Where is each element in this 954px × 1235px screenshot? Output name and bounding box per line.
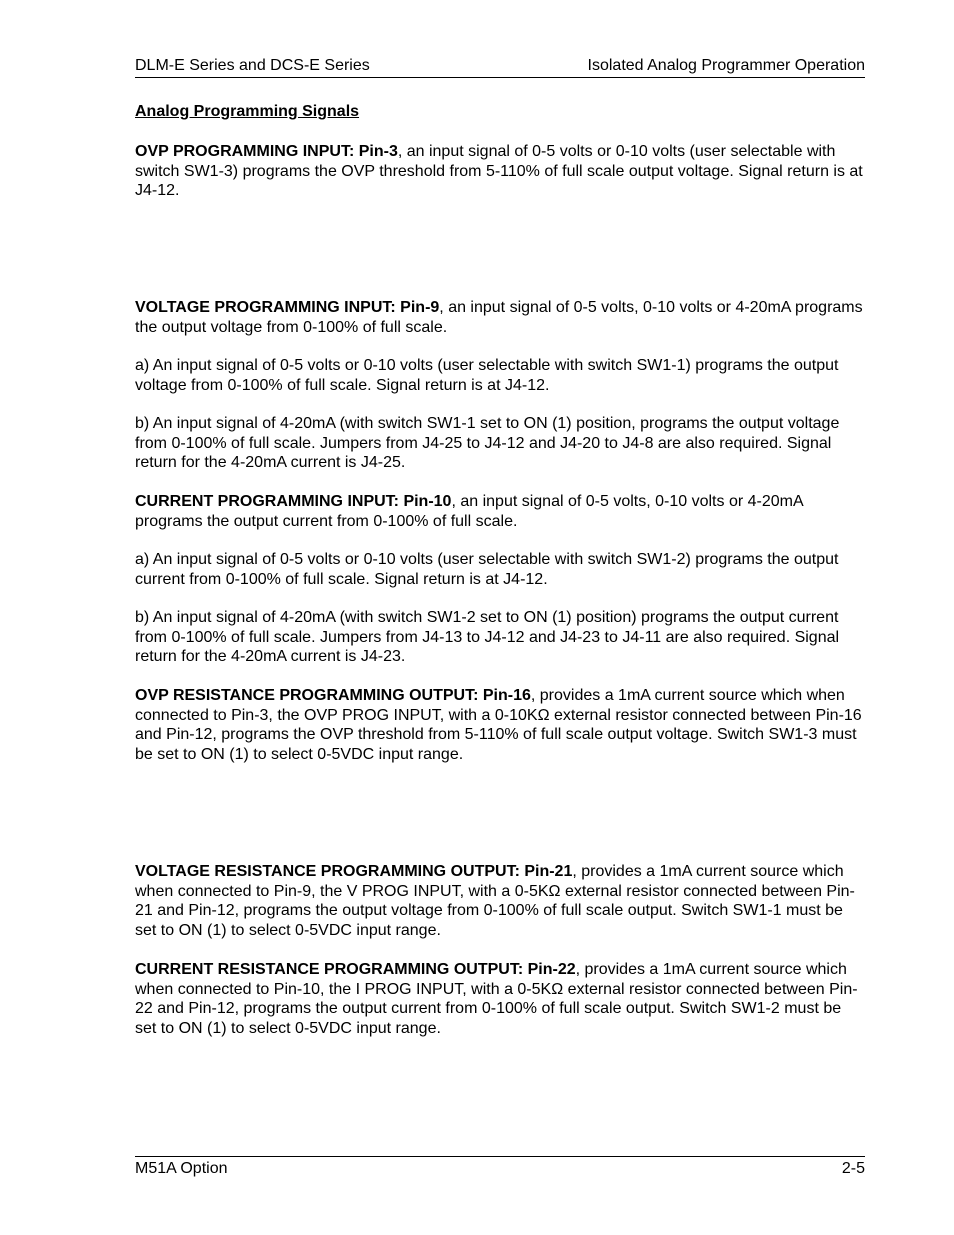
paragraph-voltage-input-b: b) An input signal of 4-20mA (with switch SW1-1 set to ON (1) position, programs the output voltage from 0-100% of full scale. Jumpers from J4-25 to J4-12 and J4-20 to J4-8 are also required. Signal return for the 4-20mA current is J4-25.	[135, 415, 840, 472]
paragraph-current-input-a: a) An input signal of 0-5 volts or 0-10 volts (user selectable with switch SW1-2) programs the output current from 0-100% of full scale. Signal return is at J4-12.	[135, 551, 839, 588]
paragraph-voltage-input: VOLTAGE PROGRAMMING INPUT: Pin-9, an input signal of 0-5 volts, 0-10 volts or 4-20mA programs the output voltage from 0-100% of full scale.	[135, 299, 863, 336]
page-number: 2-5	[841, 1160, 865, 1177]
paragraph-voltage-resistance-output: VOLTAGE RESISTANCE PROGRAMMING OUTPUT: Pin-21, provides a 1mA current source which when connected to Pin-9, the V PROG INPUT, with a 0-5KΩ external resistor connected between Pin-21 and Pin-12, programs the output voltage from 0-100% of full scale output. Switch SW1-1 must be set to ON (1) to select 0-5VDC input range.	[135, 863, 855, 939]
page-footer	[135, 1156, 865, 1179]
header-right: Isolated Analog Programmer Operation	[587, 57, 865, 74]
paragraph-current-resistance-output: CURRENT RESISTANCE PROGRAMMING OUTPUT: Pin-22, provides a 1mA current source which when connected to Pin-10, the I PROG INPUT, with a 0-5KΩ external resistor connected between Pin-22 and Pin-12, programs the output current from 0-100% of full scale output. Switch SW1-2 must be set to ON (1) to select 0-5VDC input range.	[135, 961, 858, 1037]
footer-left: M51A Option	[135, 1160, 228, 1177]
page-header	[135, 56, 865, 78]
section-title: Analog Programming Signals	[135, 103, 360, 120]
paragraph-current-input-b: b) An input signal of 4-20mA (with switch SW1-2 set to ON (1) position) programs the output current from 0-100% of full scale. Jumpers from J4-13 to J4-12 and J4-23 to J4-11 are also required. Signal return for the 4-20mA current is J4-23.	[135, 609, 840, 666]
header-left: DLM-E Series and DCS-E Series	[135, 57, 370, 74]
paragraph-voltage-input-a: a) An input signal of 0-5 volts or 0-10 volts (user selectable with switch SW1-1) programs the output voltage from 0-100% of full scale. Signal return is at J4-12.	[135, 357, 839, 394]
paragraph-ovp-resistance-output: OVP RESISTANCE PROGRAMMING OUTPUT: Pin-16, provides a 1mA current source which when connected to Pin-3, the OVP PROG INPUT, with a 0-10KΩ external resistor connected between Pin-16 and Pin-12, programs the OVP threshold from 5-110% of full scale output voltage. Switch SW1-3 must be set to ON (1) to select 0-5VDC input range.	[135, 687, 862, 763]
paragraph-current-input: CURRENT PROGRAMMING INPUT: Pin-10, an input signal of 0-5 volts, 0-10 volts or 4-20mA programs the output current from 0-100% of full scale.	[135, 493, 803, 530]
paragraph-ovp-input: OVP PROGRAMMING INPUT: Pin-3, an input signal of 0-5 volts or 0-10 volts (user selectable with switch SW1-3) programs the OVP threshold from 5-110% of full scale output voltage. Signal return is at J4-12.	[135, 143, 863, 200]
